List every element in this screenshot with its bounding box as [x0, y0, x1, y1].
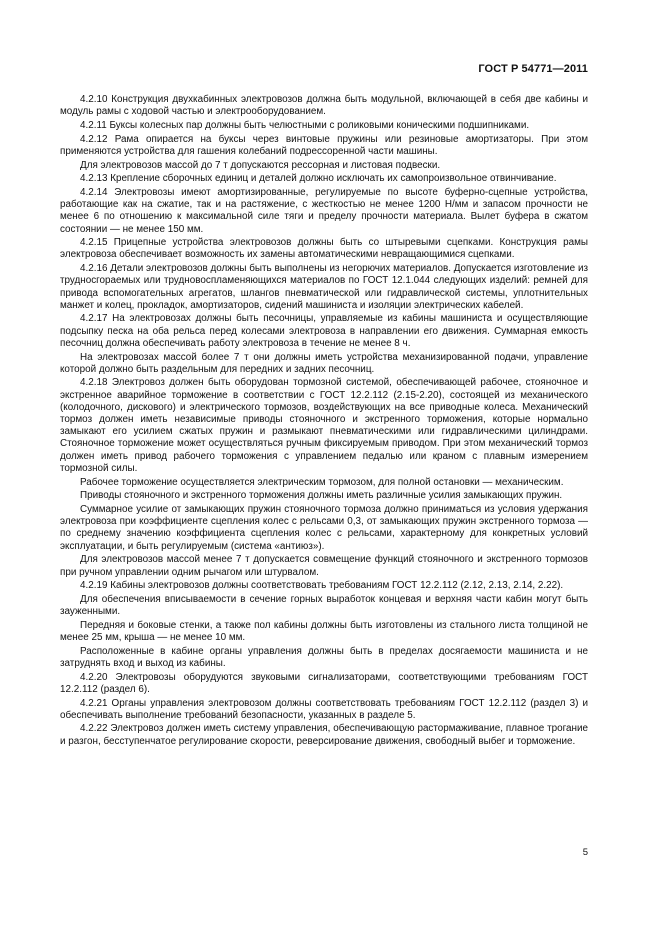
paragraph-4-2-17: 4.2.17 На электровозах должны быть песочницы, управляемые из кабины машиниста и осуществляющие подсыпку песка на оба рельса перед колесами электровоза в направлении его движения. Суммарная емкость песочниц должна обеспечивать работу электровоза в течение не менее 8 ч. [60, 313, 588, 349]
page-number: 5 [582, 847, 588, 858]
paragraph-4-2-18-working-brake: Рабочее торможение осуществляется электрическим тормозом, для полной остановки — механическим. [80, 476, 564, 488]
paragraph-4-2-19-narrowing: Для обеспечения вписываемости в сечение горных выработок концевая и верхняя части кабин могут быть зауженными. [60, 593, 588, 618]
paragraph-4-2-18-total-force: Суммарное усилие от замыкающих пружин стояночного тормоза должно приниматься из условия удержания электровоза при коэффициенте сцепления колес с рельсами 0,3, от замыкающих пружин экстренного тормоза — по среднему значению коэффициента сцепления колес с рельсами, характерному для конкретных условий эксплуатации, и быть регулируемым (система «антиюз»). [60, 504, 588, 552]
paragraph-4-2-22: 4.2.22 Электровоз должен иметь систему управления, обеспечивающую растормаживание, плавное трогание и разгон, бесступенчатое регулирование скорости, реверсирование движения, свободный выбег и торможение. [60, 723, 588, 747]
paragraph-4-2-12: 4.2.12 Рама опирается на буксы через винтовые пружины или резиновые амортизаторы. При этом применяются устройства для гашения колебаний подрессоренной части машины. [60, 133, 588, 157]
paragraph-4-2-21: 4.2.21 Органы управления электровозом должны соответствовать требованиям ГОСТ 12.2.112 (раздел 3) и обеспечивать выполнение требований безопасности, указанных в разделе 5. [60, 697, 588, 721]
paragraph-4-2-19: 4.2.19 Кабины электровозов должны соответствовать требованиям ГОСТ 12.2.112 (2.12, 2.13, 2.14, 2.22). [80, 580, 564, 592]
paragraph-4-2-14: 4.2.14 Электровозы имеют амортизированные, регулируемые по высоте буферно-сцепные устройства, работающие как на сжатие, так и на растяжение, с жесткостью не менее 1200 Н/мм и запасом прочности не менее 6 по отношению к максимальной силе тяги и пределу прочности материала. Вылет буфера в сжатом состоянии — не менее 150 мм. [60, 186, 588, 235]
paragraph-4-2-18-springs: Приводы стояночного и экстренного торможения должны иметь различные усилия замыкающих пружин. [80, 490, 563, 502]
paragraph-4-2-19-walls: Передняя и боковые стенки, а также пол кабины должны быть изготовлены из стального листа толщиной не менее 25 мм, крыша — не менее 10 мм. [60, 619, 588, 644]
paragraph-4-2-11: 4.2.11 Буксы колесных пар должны быть челюстными с роликовыми коническими подшипниками. [80, 119, 530, 131]
paragraph-4-2-20: 4.2.20 Электровозы оборудуются звуковыми сигнализаторами, соответствующими требованиям ГОСТ 12.2.112 (раздел 6). [60, 671, 588, 695]
paragraph-4-2-19-controls: Расположенные в кабине органы управления должны быть в пределах досягаемости машиниста и не затруднять вход и выход из кабины. [60, 645, 588, 669]
paragraph-4-2-16: 4.2.16 Детали электровозов должны быть выполнены из негорючих материалов. Допускается изготовление из трудносгораемых или трудновоспламеняющихся материалов по ГОСТ 12.1.044 следующих изделий: ремней для привода вспомогательных агрегатов, шлангов пневматической или гидравлической системы, уплотнительных манжет и колец, прокладок, амортизаторов, сидений машиниста и изоляции электрических кабелей. [60, 263, 588, 311]
document-body [60, 94, 588, 748]
paragraph-4-2-17-note: На электровозах массой более 7 т они должны иметь устройства механизированной подачи, управление которой должно быть раздельным для передних и задних песочниц. [60, 351, 588, 375]
paragraph-4-2-12-note: Для электровозов массой до 7 т допускаются рессорная и листовая подвески. [80, 159, 441, 171]
standard-designation: ГОСТ Р 54771—2011 [478, 63, 588, 75]
paragraph-4-2-13: 4.2.13 Крепление сборочных единиц и деталей должно исключать их самопроизвольное отвинчивание. [80, 173, 557, 185]
paragraph-4-2-10: 4.2.10 Конструкция двухкабинных электровозов должна быть модульной, включающей в себя две кабины и модуль рамы с ходовой частью и электрооборудованием. [60, 94, 588, 118]
paragraph-4-2-18: 4.2.18 Электровоз должен быть оборудован тормозной системой, обеспечивающей рабочее, стояночное и экстренное аварийное торможение в соответствии с ГОСТ 12.2.112 (2.15-2.20), состоящей из механического (колодочного, дискового) и электрического тормозов, воздействующих на все приводные колеса. Механический тормоз должен иметь независимые приводы стояночного и экстренного торможения, которые нормально замыкают его усилием сжатых пружин и размыкают пневматическими или гидравлическими цилиндрами. Стояночное торможение может осуществляться ручным фиксируемым приводом. При этом механический тормоз должен иметь привод рабочего торможения с управлением педалью или краном с плавным измерением тормозной силы. [60, 377, 588, 474]
paragraph-4-2-18-light-locos: Для электровозов массой менее 7 т допускается совмещение функций стояночного и экстренного тормозов при ручном управлении одним рычагом или штурвалом. [60, 554, 588, 578]
paragraph-4-2-15: 4.2.15 Прицепные устройства электровозов должны быть со штыревыми сцепками. Конструкция рамы электровоза обеспечивает возможность их замены автоматическими невращающимися сцепками. [60, 237, 588, 261]
